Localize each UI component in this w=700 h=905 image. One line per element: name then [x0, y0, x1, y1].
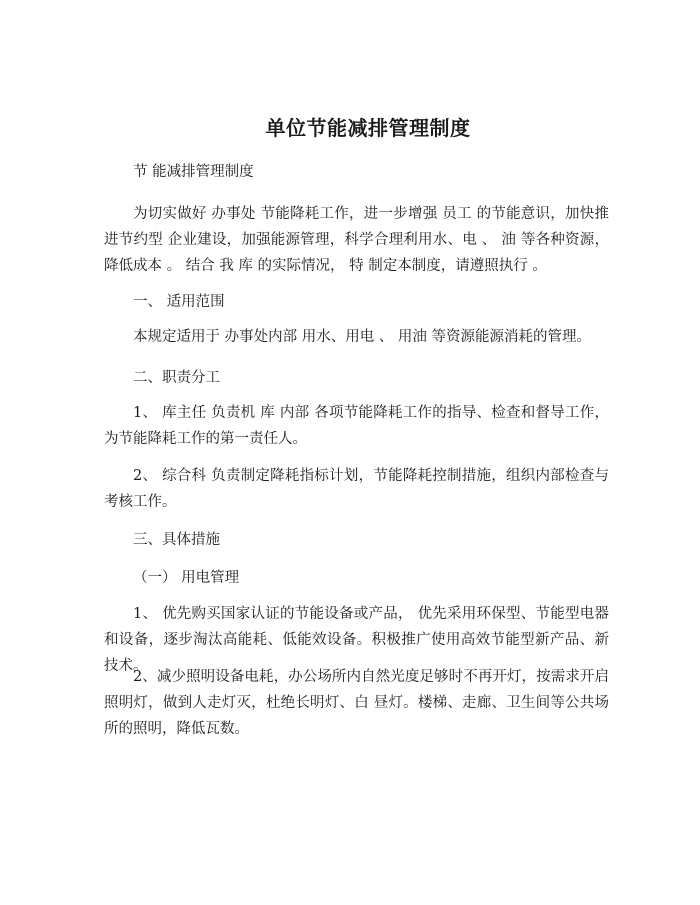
- document-title: 单位节能减排管理制度: [265, 116, 471, 140]
- section-1-heading: 一、 适用范围: [133, 294, 225, 310]
- subsection-1-item-2: 2、减少照明设备电耗，办公场所内自然光度足够时不再开灯，按需求开启照明灯，做到人走灯灭，杜绝长明灯、白 昼灯。楼梯、走廊、卫生间等公共场所的照明，降低瓦数。: [104, 669, 609, 737]
- section-2-heading: 二、职责分工: [133, 370, 220, 386]
- section-1-text: 本规定适用于 办事处内部 用水、用电 、 用油 等资源能源消耗的管理。: [133, 329, 592, 345]
- section-2-item-1: 1、 库主任 负责机 库 内部 各项节能降耗工作的指导、检查和督导工作，为节能降耗工作的第一责任人。: [104, 405, 609, 447]
- section-2-item-2: 2、 综合科 负责制定降耗指标计划，节能降耗控制措施，组织内部检查与考核工作。: [104, 468, 609, 510]
- section-3-heading: 三、具体措施: [133, 532, 220, 548]
- subsection-1-item-1: 1、 优先购买国家认证的节能设备或产品， 优先采用环保型、节能型电器和设备，逐步淘汰高能耗、低能效设备。积极推广使用高效节能型新产品、新技术。: [104, 606, 609, 674]
- intro-paragraph: 为切实做好 办事处 节能降耗工作，进一步增强 员工 的节能意识，加快推进节约型 企业建设，加强能源管理，科学合理利用水、电 、 油 等各种资源， 降低成本 。 结合 我 库 的实际情况， 特 制定本制度，请遵照执行 。: [104, 206, 609, 274]
- subsection-1-heading: （一） 用电管理: [133, 570, 240, 586]
- document-subtitle: 节 能减排管理制度: [133, 164, 254, 180]
